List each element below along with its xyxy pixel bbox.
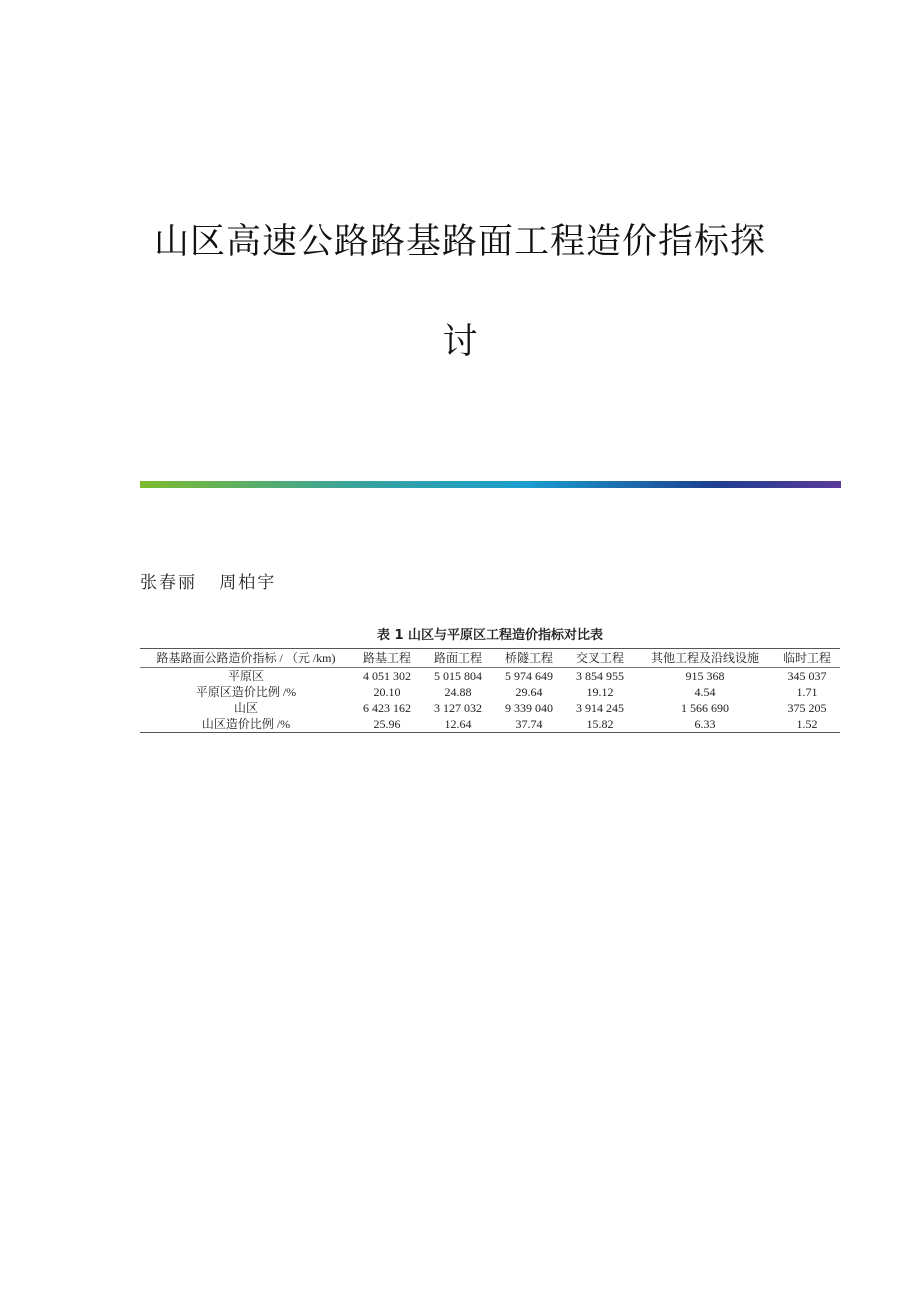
column-header: 其他工程及沿线设施: [650, 651, 759, 665]
table-cell: 29.64: [515, 685, 543, 699]
table-cell: 375 205: [787, 701, 827, 715]
table-cell: 19.12: [586, 685, 614, 699]
table-cell: 6 423 162: [363, 701, 411, 715]
table-cell: 1.52: [796, 717, 818, 731]
table-cell: 20.10: [373, 685, 401, 699]
column-header: 临时工程: [782, 651, 831, 665]
table-cell: 4 051 302: [363, 669, 411, 683]
table-cell: 25.96: [373, 717, 401, 731]
table-cell: 5 015 804: [434, 669, 482, 683]
table-row: [140, 668, 840, 685]
table-cell: 3 914 245: [576, 701, 624, 715]
document-title-line-2: 讨: [442, 322, 478, 362]
authors-line: 张春丽 周柏宇: [140, 573, 277, 593]
table-row: [140, 716, 840, 733]
table-cell: 24.88: [444, 685, 472, 699]
document-title-line-1: 山区高速公路路基路面工程造价指标探: [153, 222, 766, 262]
table-caption: 表 1 山区与平原区工程造价指标对比表: [376, 628, 604, 643]
table-cell: 4.54: [694, 685, 716, 699]
decorative-gradient-divider: [140, 481, 841, 488]
column-header: 路基工程: [362, 651, 411, 665]
column-header: 桥隧工程: [504, 651, 553, 665]
table-cell: 915 368: [685, 669, 725, 683]
table-cell: 3 127 032: [434, 701, 482, 715]
table-cell: 山区造价比例 /%: [201, 717, 291, 731]
table-row: [140, 700, 840, 716]
table-cell: 37.74: [515, 717, 543, 731]
table-cell: 12.64: [444, 717, 472, 731]
table-cell: 1.71: [796, 685, 818, 699]
column-header: 交叉工程: [575, 651, 624, 665]
column-header: 路面工程: [433, 651, 482, 665]
cost-comparison-table-figure: [140, 626, 840, 733]
table-header-row: [140, 649, 840, 668]
table-cell: 15.82: [586, 717, 614, 731]
table-cell: 6.33: [694, 717, 716, 731]
table-cell: 3 854 955: [576, 669, 624, 683]
table-cell: 山区: [233, 701, 258, 715]
table-row: [140, 684, 840, 700]
table-cell: 345 037: [787, 669, 827, 683]
column-header: 路基路面公路造价指标 / （元 /km): [156, 651, 336, 665]
table-cell: 1 566 690: [681, 701, 729, 715]
cost-comparison-table: [140, 648, 840, 733]
table-cell: 5 974 649: [505, 669, 553, 683]
table-cell: 平原区: [227, 669, 264, 683]
table-cell: 平原区造价比例 /%: [195, 685, 297, 699]
table-cell: 9 339 040: [505, 701, 553, 715]
